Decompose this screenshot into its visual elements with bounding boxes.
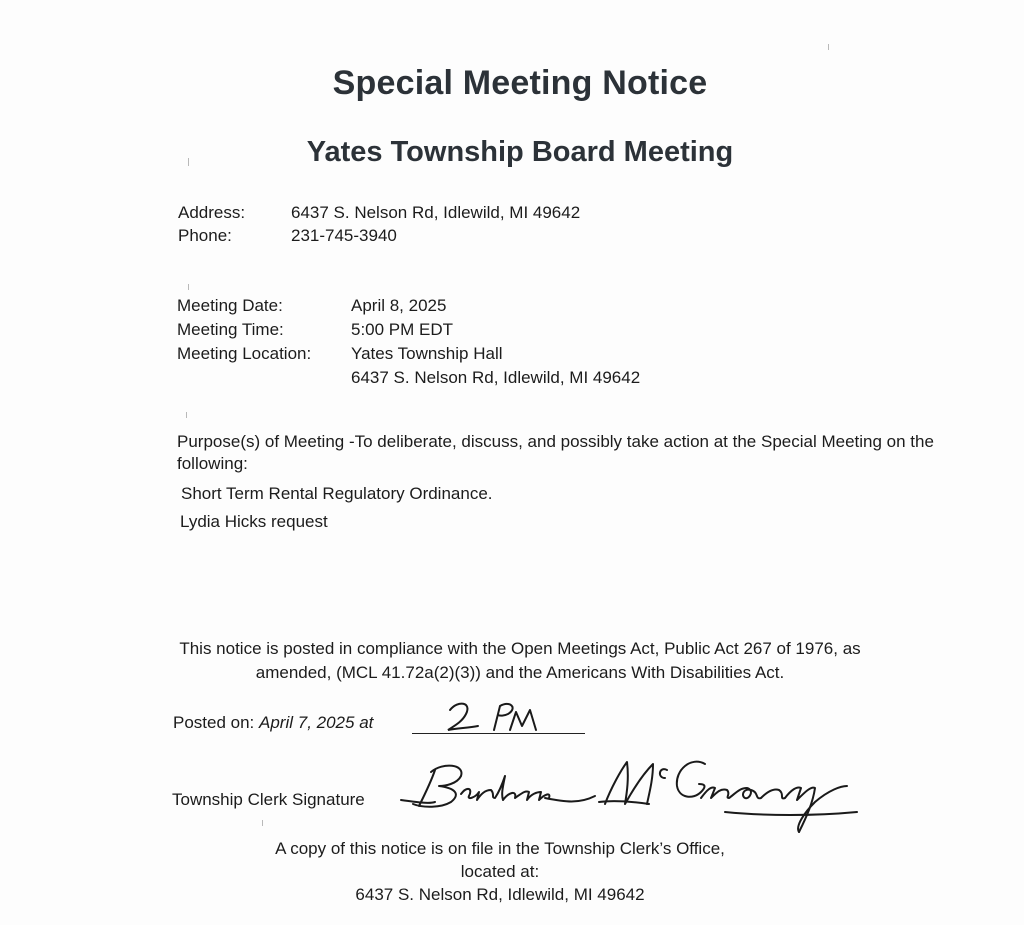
compliance-line2: amended, (MCL 41.72a(2)(3)) and the Americans With Disabilities Act. (255, 663, 785, 682)
copy-line3: 6437 S. Nelson Rd, Idlewild, MI 49642 (355, 885, 645, 904)
address-value: 6437 S. Nelson Rd, Idlewild, MI 49642 (291, 203, 581, 222)
scan-speck (188, 158, 189, 166)
phone-label: Phone: (178, 226, 232, 245)
address-label: Address: (178, 203, 246, 222)
meeting-time-label: Meeting Time: (177, 320, 284, 339)
handwritten-time (444, 700, 544, 734)
clerk-signature (395, 742, 865, 842)
posted-date: April 7, 2025 at (259, 713, 374, 732)
purpose-intro: Purpose(s) of Meeting -To deliberate, discuss, and possibly take action at the Special Meeting on the following: (177, 432, 934, 473)
purpose-item: Lydia Hicks request (180, 512, 328, 531)
copy-line2: located at: (460, 862, 540, 881)
scan-speck (186, 412, 187, 418)
notice-title: Special Meeting Notice (332, 64, 708, 102)
purpose-item: Short Term Rental Regulatory Ordinance. (181, 484, 493, 503)
meeting-date-value: April 8, 2025 (351, 296, 447, 315)
scan-speck (828, 44, 829, 50)
scan-speck (188, 284, 189, 290)
copy-line1: A copy of this notice is on file in the Township Clerk’s Office, (275, 839, 725, 858)
meeting-time-value: 5:00 PM EDT (351, 320, 454, 339)
phone-value: 231-745-3940 (291, 226, 397, 245)
meeting-location-label: Meeting Location: (177, 344, 312, 363)
posted-on (173, 713, 373, 733)
meeting-location-line1: Yates Township Hall (351, 344, 503, 363)
meeting-date-label: Meeting Date: (177, 296, 283, 315)
posted-label: Posted on: (173, 713, 255, 732)
meeting-location-line2: 6437 S. Nelson Rd, Idlewild, MI 49642 (351, 368, 641, 387)
compliance-line1: This notice is posted in compliance with the Open Meetings Act, Public Act 267 of 1976, as (179, 639, 861, 658)
copy-notice (0, 837, 1000, 906)
compliance-statement (0, 637, 1024, 685)
notice-subtitle: Yates Township Board Meeting (306, 136, 734, 168)
scan-speck (262, 820, 263, 826)
signature-label: Township Clerk Signature (172, 790, 365, 809)
